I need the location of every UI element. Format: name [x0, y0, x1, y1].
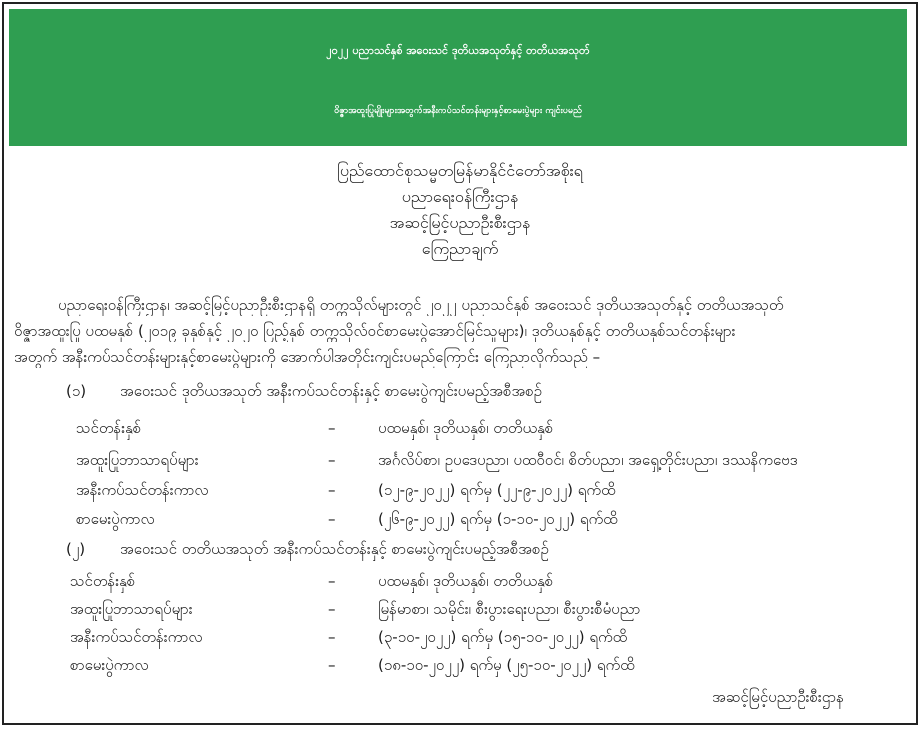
row-dash: –: [328, 572, 336, 590]
row-dash: –: [328, 419, 336, 437]
section-2-number: (၂): [66, 540, 86, 558]
ministry-name: ပညာရေးဝန်ကြီးဌာန: [401, 187, 519, 206]
section-1-title: အဝေးသင် ဒုတိယအသုတ် အနီးကပ်သင်တန်းနှင့် စာမေးပွဲကျင်းပမည့်အစီအစဉ်: [120, 382, 542, 400]
row-dash: –: [328, 451, 336, 469]
section-1-row: [0, 508, 920, 532]
row-label: စာမေးပွဲကာလ: [76, 510, 155, 528]
section-2-row: [0, 598, 920, 622]
section-2-row: [0, 626, 920, 650]
row-value: (၁၂-၉-၂၀၂၂) ရက်မှ (၂၂-၉-၂၀၂၂) ရက်ထိ: [378, 481, 616, 499]
section-1-row: [0, 449, 920, 473]
row-label: အနီးကပ်သင်တန်းကာလ: [76, 481, 209, 499]
row-value: (၁၈-၁၀-၂၀၂၂) ရက်မှ (၂၅-၁၀-၂၀၂၂) ရက်ထိ: [378, 656, 635, 674]
row-value: မြန်မာစာ၊ သမိုင်း၊ စီးပွားရေးပညာ၊ စီးပွားစီမံပညာ: [378, 600, 641, 618]
intro-line-1: ပညာရေးဝန်ကြီးဌာန၊ အဆင့်မြင့်ပညာဦးစီးဌာနရှိ တက္ကသိုလ်များတွင် ၂၀၂၂ ပညာသင်နှစ် အဝေးသင် ဒုတိယအသုတ်နှင့် တတိယအသုတ်: [58, 296, 784, 314]
row-dash: –: [328, 481, 336, 499]
row-value: အင်္ဂလိပ်စာ၊ ဥပဒေပညာ၊ ပထဝီဝင်၊ စိတ်ပညာ၊ အရှေ့တိုင်းပညာ၊ ဒဿနိကဗေဒ: [378, 451, 798, 469]
signature-department: အဆင့်မြင့်ပညာဦးစီးဌာန: [712, 688, 844, 706]
row-value: (၃-၁၀-၂၀၂၂) ရက်မှ (၁၅-၁၀-၂၀၂၂) ရက်ထိ: [378, 628, 628, 646]
department-name: အဆင့်မြင့်ပညာဦးစီးဌာန: [389, 213, 531, 232]
row-dash: –: [328, 656, 336, 674]
row-label: သင်တန်းနှစ်: [70, 572, 136, 590]
header-title-line1: ၂၀၂၂ ပညာသင်နှစ် အဝေးသင် ဒုတိယအသုတ်နှင့် တတိယအသုတ်: [326, 44, 590, 57]
row-dash: –: [328, 628, 336, 646]
row-value: ပထမနှစ်၊ ဒုတိယနှစ်၊ တတိယနှစ်: [378, 419, 554, 437]
document-type: ကြေညာချက်: [421, 239, 499, 258]
section-1-row: [0, 479, 920, 503]
row-dash: –: [328, 510, 336, 528]
section-2-title: အဝေးသင် တတိယအသုတ် အနီးကပ်သင်တန်းနှင့် စာမေးပွဲကျင်းပမည့်အစီအစဉ်: [120, 540, 549, 558]
row-label: စာမေးပွဲကာလ: [70, 656, 149, 674]
row-value: ပထမနှစ်၊ ဒုတိယနှစ်၊ တတိယနှစ်: [378, 572, 554, 590]
intro-line-2: ဝိဇ္ဇာအထူးပြု ပထမနှစ် (၂၀၁၉ ခုနှစ်နှင့် ၂၀၂၀ ပြည့်နှစ် တက္ကသိုလ်ဝင်စာမေးပွဲအောင်မြင်သူများ)၊ ဒုတိယနှစ်နှင့် တတိယနှစ်သင်တန်းများ: [14, 322, 736, 340]
row-label: သင်တန်းနှစ်: [76, 419, 142, 437]
row-label: အထူးပြုဘာသာရပ်များ: [70, 600, 193, 618]
section-2-row: [0, 654, 920, 678]
row-dash: –: [328, 600, 336, 618]
section-1-row: [0, 417, 920, 441]
header-title-line2: ဝိဇ္ဇာအထူးပြုမျိုးများအတွက်အနီးကပ်သင်တန်းများနှင့်စာမေးပွဲများ ကျင်းပမည်: [334, 106, 582, 116]
intro-line-3: အတွက် အနီးကပ်သင်တန်းများနှင့်စာမေးပွဲများကို အောက်ပါအတိုင်းကျင်းပမည်ကြောင်း ကြေညာလိုက်သည် –: [14, 348, 601, 366]
row-value: (၂၆-၉-၂၀၂၂) ရက်မှ (၁-၁၀-၂၀၂၂) ရက်ထိ: [378, 510, 618, 528]
row-label: အထူးပြုဘာသာရပ်များ: [76, 451, 199, 469]
government-name: ပြည်ထောင်စုသမ္မတမြန်မာနိုင်ငံတော်အစိုးရ: [337, 161, 583, 180]
section-2-row: [0, 570, 920, 594]
row-label: အနီးကပ်သင်တန်းကာလ: [70, 628, 203, 646]
announcement-header: [9, 9, 907, 146]
section-1-number: (၁): [66, 382, 87, 400]
